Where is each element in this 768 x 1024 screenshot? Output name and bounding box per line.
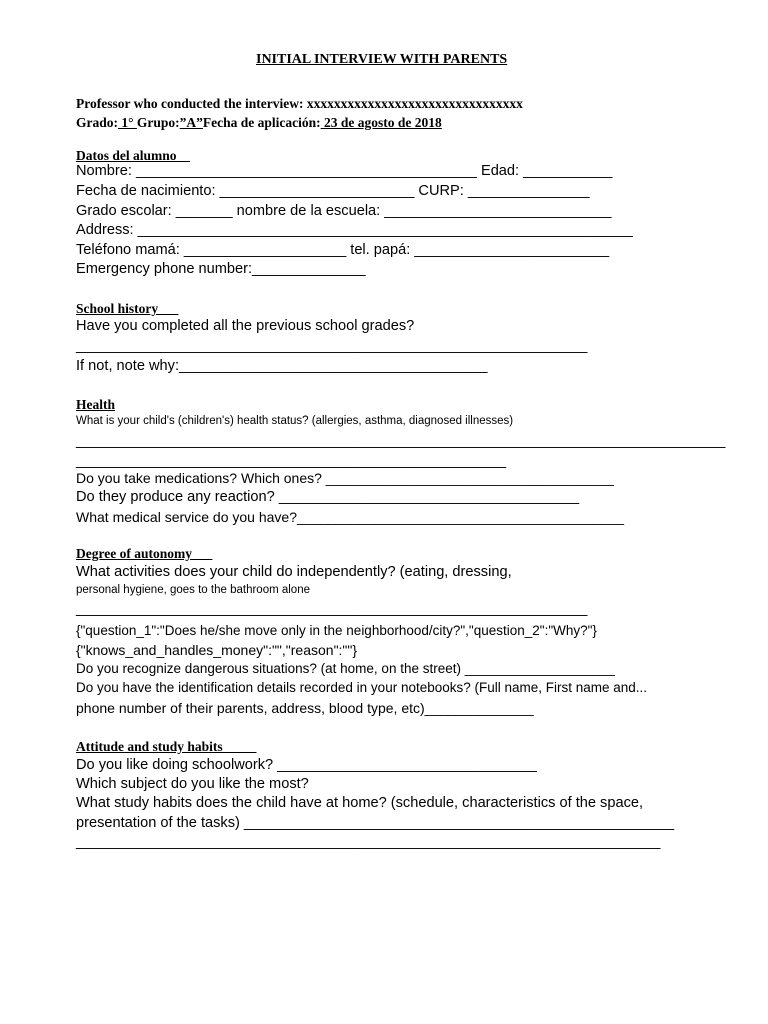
grado-escolar-field: Grado escolar: _______ nombre de la escuela: ____________________________	[76, 203, 612, 219]
grupo-label: Grupo:	[136, 115, 180, 130]
section-heading-autonomy: Degree of autonomy___	[76, 546, 213, 561]
medications-field: Do you take medications? Which ones? _____________________________________	[76, 470, 614, 486]
grade-group-line	[76, 115, 442, 131]
section-heading-datos: Datos del alumno__	[76, 148, 191, 163]
address-field: Address: _____________________________________________________________	[76, 222, 633, 238]
schoolwork-field: Do you like doing schoolwork? ________________________________	[76, 757, 537, 773]
health-answer-line-2: _____________________________________________________	[76, 453, 507, 469]
school-question: Have you completed all the previous school grades?	[76, 318, 415, 334]
identification-question: Do you have the identification details recorded in your notebooks? (Full name, First name and...	[76, 680, 648, 695]
money-question: {"knows_and_handles_money":"","reason":""}	[76, 642, 358, 658]
health-question: What is your child's (children's) health status? (allergies, asthma, diagnosed illnesses)	[76, 415, 514, 427]
section-heading-health: Health	[76, 397, 115, 412]
tasks-field: presentation of the tasks) _____________________________________________________	[76, 815, 675, 831]
grupo-value: ”A”	[179, 115, 203, 130]
dangerous-situations-field: Do you recognize dangerous situations? (at home, on the street) ____________________	[76, 661, 615, 676]
autonomy-question-continued: personal hygiene, goes to the bathroom alone	[76, 584, 310, 596]
telefono-field: Teléfono mamá: ____________________ tel. papá: ________________________	[76, 242, 610, 258]
school-ifnot: If not, note why:______________________________________	[76, 358, 488, 374]
medical-service-field: What medical service do you have?__________________________________________	[76, 509, 625, 525]
emergency-field: Emergency phone number:______________	[76, 261, 366, 277]
fecha-value: 23 de agosto de 2018	[320, 115, 442, 130]
grado-value: 1°	[118, 115, 137, 130]
section-heading-school: School history___	[76, 301, 179, 316]
autonomy-question: What activities does your child do independently? (eating, dressing,	[76, 564, 512, 580]
fecha-label: Fecha de aplicación:	[202, 115, 321, 130]
nacimiento-field: Fecha de nacimiento: ________________________ CURP: _______________	[76, 183, 590, 199]
subject-question: Which subject do you like the most?	[76, 776, 309, 792]
reaction-field: Do they produce any reaction? _____________________________________	[76, 489, 580, 505]
document-title: INITIAL INTERVIEW WITH PARENTS	[256, 52, 508, 67]
study-habits-question: What study habits does the child have at home? (schedule, characteristics of the space,	[76, 795, 644, 811]
grado-label: Grado:	[76, 115, 118, 130]
neighborhood-question: {"question_1":"Does he/she move only in the neighborhood/city?","question_2":"Why?"}	[76, 623, 597, 638]
attitude-answer-line: ________________________________________________________________________	[76, 834, 661, 850]
phone-details-field: phone number of their parents, address, blood type, etc)______________	[76, 700, 534, 716]
professor-line: Professor who conducted the interview: xxxxxxxxxxxxxxxxxxxxxxxxxxxxxxxx	[76, 96, 523, 111]
section-heading-attitude: Attitude and study habits_____	[76, 739, 257, 754]
nombre-field: Nombre: __________________________________________ Edad: ___________	[76, 163, 613, 179]
school-answer-line: _______________________________________________________________	[76, 338, 588, 354]
health-answer-line-1: ________________________________________________________________________________	[76, 433, 726, 449]
autonomy-answer-line: _______________________________________________________________	[76, 601, 588, 617]
